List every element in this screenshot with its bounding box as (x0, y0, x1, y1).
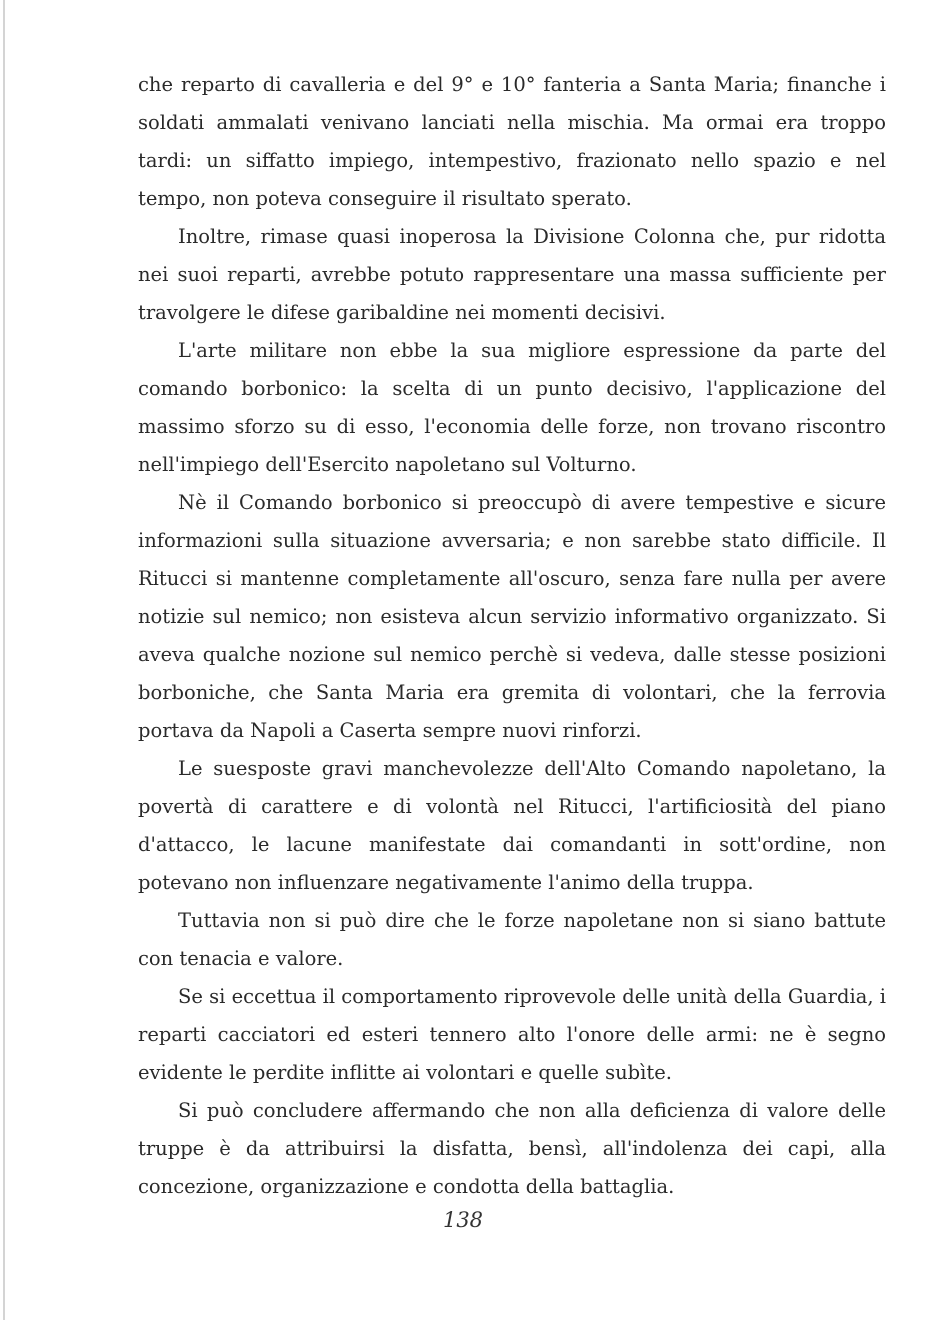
paragraph-6: Tuttavia non si può dire che le forze napoletane non si siano battute con tenacia e valore. (138, 909, 886, 970)
paragraph-7: Se si eccettua il comportamento riprovevole delle unità della Guardia, i reparti cacciatori ed esteri tennero alto l'onore delle armi: ne è segno evidente le perdite inflitte ai volontari e quelle subìte. (138, 985, 886, 1084)
body-text (138, 66, 886, 1206)
paragraph-5: Le suesposte gravi manchevolezze dell'Alto Comando napoletano, la povertà di carattere e di volontà nel Ritucci, l'artificiosità del piano d'attacco, le lacune manifestate dai comandanti in sott'ordine, non potevano non influenzare negativamente l'animo della truppa. (138, 757, 886, 894)
paragraph-1: che reparto di cavalleria e del 9° e 10° fanteria a Santa Maria; finanche i soldati ammalati venivano lanciati nella mischia. Ma ormai era troppo tardi: un siffatto impiego, intempestivo, frazionato nello spazio e nel tempo, non poteva conseguire il risultato sperato. (138, 73, 886, 210)
paragraph-8: Si può concludere affermando che non alla deficienza di valore delle truppe è da attribuirsi la disfatta, bensì, all'indolenza dei capi, alla concezione, organizzazione e condotta della battaglia. (138, 1099, 886, 1198)
paragraph-3: L'arte militare non ebbe la sua migliore espressione da parte del comando borbonico: la scelta di un punto decisivo, l'applicazione del massimo sforzo su di esso, l'economia delle forze, non trovano riscontro nell'impiego dell'Esercito napoletano sul Volturno. (138, 339, 886, 476)
paragraph-2: Inoltre, rimase quasi inoperosa la Divisione Colonna che, pur ridotta nei suoi reparti, avrebbe potuto rappresentare una massa sufficiente per travolgere le difese garibaldine nei momenti decisivi. (138, 225, 886, 324)
page-number: 138 (442, 1208, 484, 1232)
binding-edge-line (3, 0, 5, 1320)
paragraph-4: Nè il Comando borbonico si preoccupò di avere tempestive e sicure informazioni sulla situazione avversaria; e non sarebbe stato difficile. Il Ritucci si mantenne completamente all'oscuro, senza fare nulla per avere notizie sul nemico; non esisteva alcun servizio informativo organizzato. Si aveva qualche nozione sul nemico perchè si vedeva, dalle stesse posizioni borboniche, che Santa Maria era gremita di volontari, che la ferrovia portava da Napoli a Caserta sempre nuovi rinforzi. (138, 491, 886, 742)
